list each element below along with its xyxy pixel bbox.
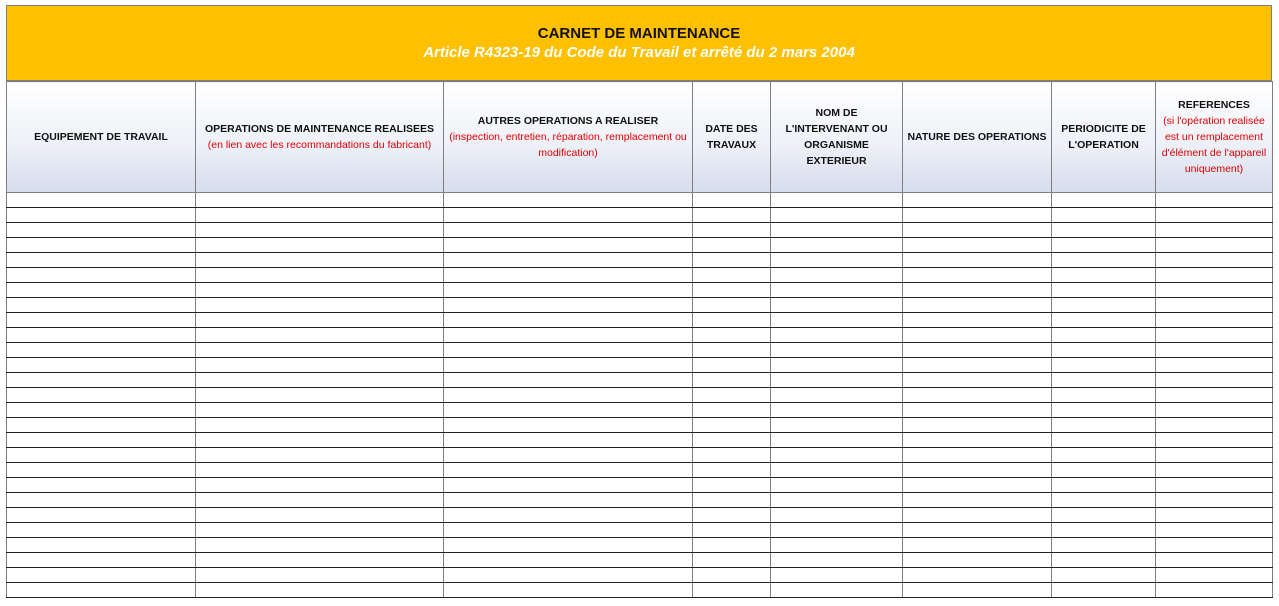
table-cell[interactable]	[196, 343, 444, 358]
table-cell[interactable]	[771, 433, 903, 448]
table-cell[interactable]	[1052, 463, 1156, 478]
table-cell[interactable]	[903, 373, 1052, 388]
table-cell[interactable]	[1156, 193, 1273, 208]
col-header-autres-operations	[444, 82, 693, 193]
table-cell[interactable]	[903, 478, 1052, 493]
table-cell[interactable]	[1052, 388, 1156, 403]
table-cell[interactable]	[444, 328, 693, 343]
table-row	[7, 508, 1273, 523]
table-cell[interactable]	[7, 478, 196, 493]
col-label: EQUIPEMENT DE TRAVAIL	[34, 131, 168, 143]
table-cell[interactable]	[771, 538, 903, 553]
table-row	[7, 553, 1273, 568]
table-cell[interactable]	[903, 298, 1052, 313]
table-cell[interactable]	[1052, 493, 1156, 508]
table-cell[interactable]	[444, 223, 693, 238]
table-cell[interactable]	[1156, 373, 1273, 388]
table-cell[interactable]	[7, 538, 196, 553]
table-cell[interactable]	[444, 253, 693, 268]
table-cell[interactable]	[693, 478, 771, 493]
table-row	[7, 283, 1273, 298]
table-cell[interactable]	[903, 493, 1052, 508]
table-cell[interactable]	[1156, 553, 1273, 568]
table-cell[interactable]	[903, 268, 1052, 283]
col-label: NATURE DES OPERATIONS	[907, 131, 1047, 143]
table-cell[interactable]	[1156, 508, 1273, 523]
table-cell[interactable]	[1052, 358, 1156, 373]
table-cell[interactable]	[444, 373, 693, 388]
table-cell[interactable]	[771, 508, 903, 523]
table-cell[interactable]	[771, 253, 903, 268]
table-cell[interactable]	[7, 388, 196, 403]
table-cell[interactable]	[196, 373, 444, 388]
page-subtitle: Article R4323-19 du Code du Travail et arrêté du 2 mars 2004	[423, 43, 855, 61]
table-cell[interactable]	[196, 433, 444, 448]
table-cell[interactable]	[444, 523, 693, 538]
table-row	[7, 388, 1273, 403]
table-cell[interactable]	[1156, 238, 1273, 253]
table-cell[interactable]	[1052, 313, 1156, 328]
table-cell[interactable]	[7, 418, 196, 433]
table-row	[7, 223, 1273, 238]
table-row	[7, 463, 1273, 478]
table-cell[interactable]	[1156, 268, 1273, 283]
table-row	[7, 193, 1273, 208]
table-cell[interactable]	[771, 583, 903, 598]
table-cell[interactable]	[903, 403, 1052, 418]
table-cell[interactable]	[196, 328, 444, 343]
table-cell[interactable]	[1156, 223, 1273, 238]
table-cell[interactable]	[1052, 208, 1156, 223]
page-title: CARNET DE MAINTENANCE	[537, 24, 741, 42]
table-cell[interactable]	[903, 418, 1052, 433]
table-cell[interactable]	[1156, 328, 1273, 343]
col-header-nature	[903, 82, 1052, 193]
table-cell[interactable]	[693, 238, 771, 253]
table-cell[interactable]	[196, 253, 444, 268]
table-cell[interactable]	[196, 508, 444, 523]
col-label: AUTRES OPERATIONS A REALISER	[477, 115, 659, 127]
table-cell[interactable]	[1052, 343, 1156, 358]
table-row	[7, 568, 1273, 583]
table-cell[interactable]	[196, 388, 444, 403]
table-cell[interactable]	[196, 268, 444, 283]
table-cell[interactable]	[7, 508, 196, 523]
maintenance-sheet	[6, 5, 1272, 598]
col-header-references	[1156, 82, 1273, 193]
table-cell[interactable]	[903, 358, 1052, 373]
table-cell[interactable]	[771, 223, 903, 238]
col-note: (inspection, entretien, réparation, remplacement ou modification)	[449, 131, 687, 159]
table-cell[interactable]	[1156, 313, 1273, 328]
table-cell[interactable]	[1156, 568, 1273, 583]
table-row	[7, 328, 1273, 343]
header-row	[7, 82, 1273, 193]
table-cell[interactable]	[771, 493, 903, 508]
table-cell[interactable]	[693, 508, 771, 523]
table-cell[interactable]	[771, 343, 903, 358]
table-cell[interactable]	[444, 343, 693, 358]
table-cell[interactable]	[1052, 373, 1156, 388]
table-cell[interactable]	[1156, 493, 1273, 508]
maintenance-table	[6, 81, 1273, 598]
table-cell[interactable]	[693, 253, 771, 268]
table-cell[interactable]	[1052, 193, 1156, 208]
table-cell[interactable]	[196, 283, 444, 298]
table-row	[7, 448, 1273, 463]
table-cell[interactable]	[7, 298, 196, 313]
table-cell[interactable]	[444, 463, 693, 478]
table-cell[interactable]	[693, 283, 771, 298]
table-cell[interactable]	[1052, 568, 1156, 583]
table-cell[interactable]	[7, 448, 196, 463]
table-cell[interactable]	[444, 238, 693, 253]
col-note: (si l'opération realisée est un remplacement d'élément de l'appareil uniquement)	[1161, 115, 1267, 175]
table-row	[7, 313, 1273, 328]
table-cell[interactable]	[7, 328, 196, 343]
table-cell[interactable]	[7, 223, 196, 238]
table-cell[interactable]	[1156, 538, 1273, 553]
table-cell[interactable]	[7, 553, 196, 568]
table-cell[interactable]	[1052, 268, 1156, 283]
table-cell[interactable]	[903, 193, 1052, 208]
table-row	[7, 403, 1273, 418]
table-cell[interactable]	[7, 238, 196, 253]
table-row	[7, 253, 1273, 268]
table-cell[interactable]	[444, 358, 693, 373]
table-cell[interactable]	[693, 583, 771, 598]
table-cell[interactable]	[444, 583, 693, 598]
table-cell[interactable]	[903, 388, 1052, 403]
col-label: OPERATIONS DE MAINTENANCE REALISEES	[204, 123, 435, 135]
table-cell[interactable]	[693, 223, 771, 238]
table-cell[interactable]	[903, 583, 1052, 598]
table-cell[interactable]	[1156, 298, 1273, 313]
table-cell[interactable]	[196, 208, 444, 223]
table-cell[interactable]	[1052, 238, 1156, 253]
table-cell[interactable]	[771, 523, 903, 538]
table-cell[interactable]	[1156, 358, 1273, 373]
table-cell[interactable]	[771, 358, 903, 373]
table-cell[interactable]	[693, 358, 771, 373]
table-cell[interactable]	[444, 313, 693, 328]
table-cell[interactable]	[771, 283, 903, 298]
table-cell[interactable]	[444, 388, 693, 403]
table-cell[interactable]	[7, 358, 196, 373]
table-cell[interactable]	[693, 328, 771, 343]
header-banner	[6, 5, 1272, 81]
table-cell[interactable]	[1052, 223, 1156, 238]
table-cell[interactable]	[1052, 478, 1156, 493]
table-cell[interactable]	[693, 523, 771, 538]
table-cell[interactable]	[693, 298, 771, 313]
table-cell[interactable]	[771, 418, 903, 433]
table-cell[interactable]	[1052, 328, 1156, 343]
table-cell[interactable]	[1156, 478, 1273, 493]
table-cell[interactable]	[771, 463, 903, 478]
table-cell[interactable]	[1052, 538, 1156, 553]
col-label: NOM DE L'INTERVENANT OU ORGANISME EXTERIEUR	[785, 107, 888, 167]
table-cell[interactable]	[196, 358, 444, 373]
table-cell[interactable]	[903, 328, 1052, 343]
table-cell[interactable]	[771, 193, 903, 208]
table-cell[interactable]	[771, 568, 903, 583]
table-cell[interactable]	[903, 238, 1052, 253]
table-cell[interactable]	[196, 403, 444, 418]
table-cell[interactable]	[196, 418, 444, 433]
table-cell[interactable]	[1052, 253, 1156, 268]
table-cell[interactable]	[693, 463, 771, 478]
table-cell[interactable]	[196, 448, 444, 463]
table-row	[7, 208, 1273, 223]
table-cell[interactable]	[693, 493, 771, 508]
table-cell[interactable]	[196, 523, 444, 538]
col-header-date	[693, 82, 771, 193]
table-row	[7, 523, 1273, 538]
table-row	[7, 583, 1273, 598]
col-header-periodicite	[1052, 82, 1156, 193]
table-cell[interactable]	[771, 553, 903, 568]
table-cell[interactable]	[693, 448, 771, 463]
col-label: REFERENCES	[1178, 99, 1250, 111]
table-cell[interactable]	[444, 403, 693, 418]
table-row	[7, 358, 1273, 373]
col-label: DATE DES TRAVAUX	[705, 123, 758, 151]
table-cell[interactable]	[1156, 433, 1273, 448]
table-cell[interactable]	[7, 208, 196, 223]
table-cell[interactable]	[771, 448, 903, 463]
table-cell[interactable]	[1052, 433, 1156, 448]
col-header-intervenant	[771, 82, 903, 193]
table-cell[interactable]	[903, 283, 1052, 298]
table-cell[interactable]	[7, 313, 196, 328]
table-cell[interactable]	[1156, 343, 1273, 358]
table-row	[7, 433, 1273, 448]
table-row	[7, 373, 1273, 388]
table-row	[7, 238, 1273, 253]
table-cell[interactable]	[444, 553, 693, 568]
table-cell[interactable]	[693, 403, 771, 418]
table-cell[interactable]	[1156, 418, 1273, 433]
table-cell[interactable]	[196, 313, 444, 328]
table-cell[interactable]	[7, 253, 196, 268]
table-cell[interactable]	[1156, 448, 1273, 463]
table-cell[interactable]	[196, 298, 444, 313]
table-cell[interactable]	[444, 568, 693, 583]
table-cell[interactable]	[693, 433, 771, 448]
table-cell[interactable]	[903, 538, 1052, 553]
table-cell[interactable]	[7, 568, 196, 583]
table-cell[interactable]	[444, 298, 693, 313]
table-cell[interactable]	[7, 403, 196, 418]
table-cell[interactable]	[1156, 463, 1273, 478]
table-cell[interactable]	[444, 418, 693, 433]
table-cell[interactable]	[903, 208, 1052, 223]
col-label: PERIODICITE DE L'OPERATION	[1061, 123, 1146, 151]
col-header-operations-realisees	[196, 82, 444, 193]
table-cell[interactable]	[7, 268, 196, 283]
table-cell[interactable]	[1052, 553, 1156, 568]
table-cell[interactable]	[444, 433, 693, 448]
table-row	[7, 268, 1273, 283]
table-cell[interactable]	[771, 208, 903, 223]
table-cell[interactable]	[771, 478, 903, 493]
table-cell[interactable]	[1052, 523, 1156, 538]
table-cell[interactable]	[1156, 283, 1273, 298]
table-cell[interactable]	[693, 268, 771, 283]
table-cell[interactable]	[196, 463, 444, 478]
table-row	[7, 343, 1273, 358]
table-cell[interactable]	[693, 388, 771, 403]
table-cell[interactable]	[7, 343, 196, 358]
table-cell[interactable]	[196, 223, 444, 238]
table-cell[interactable]	[1156, 583, 1273, 598]
table-cell[interactable]	[196, 478, 444, 493]
table-cell[interactable]	[771, 403, 903, 418]
table-cell[interactable]	[1052, 403, 1156, 418]
table-cell[interactable]	[444, 478, 693, 493]
table-cell[interactable]	[7, 373, 196, 388]
table-body	[7, 193, 1273, 598]
table-cell[interactable]	[196, 568, 444, 583]
table-cell[interactable]	[771, 328, 903, 343]
table-cell[interactable]	[771, 298, 903, 313]
table-cell[interactable]	[693, 538, 771, 553]
table-cell[interactable]	[1052, 418, 1156, 433]
table-cell[interactable]	[196, 193, 444, 208]
table-cell[interactable]	[903, 253, 1052, 268]
col-header-equipement	[7, 82, 196, 193]
table-cell[interactable]	[693, 553, 771, 568]
table-cell[interactable]	[1052, 508, 1156, 523]
table-cell[interactable]	[1052, 298, 1156, 313]
table-cell[interactable]	[903, 433, 1052, 448]
table-row	[7, 478, 1273, 493]
table-cell[interactable]	[1156, 523, 1273, 538]
table-cell[interactable]	[771, 373, 903, 388]
table-cell[interactable]	[444, 538, 693, 553]
table-cell[interactable]	[7, 493, 196, 508]
table-cell[interactable]	[7, 433, 196, 448]
table-cell[interactable]	[7, 283, 196, 298]
table-cell[interactable]	[444, 493, 693, 508]
table-cell[interactable]	[903, 223, 1052, 238]
table-cell[interactable]	[903, 523, 1052, 538]
table-cell[interactable]	[444, 283, 693, 298]
table-row	[7, 493, 1273, 508]
table-cell[interactable]	[693, 193, 771, 208]
table-cell[interactable]	[7, 463, 196, 478]
table-cell[interactable]	[7, 583, 196, 598]
table-cell[interactable]	[196, 553, 444, 568]
table-cell[interactable]	[771, 313, 903, 328]
table-cell[interactable]	[1156, 403, 1273, 418]
table-cell[interactable]	[1052, 448, 1156, 463]
table-cell[interactable]	[693, 208, 771, 223]
table-cell[interactable]	[444, 193, 693, 208]
table-cell[interactable]	[693, 343, 771, 358]
table-row	[7, 418, 1273, 433]
table-row	[7, 298, 1273, 313]
table-cell[interactable]	[1156, 208, 1273, 223]
table-cell[interactable]	[1052, 283, 1156, 298]
table-cell[interactable]	[903, 553, 1052, 568]
table-cell[interactable]	[1156, 388, 1273, 403]
table-cell[interactable]	[771, 388, 903, 403]
table-cell[interactable]	[903, 463, 1052, 478]
table-cell[interactable]	[903, 508, 1052, 523]
table-cell[interactable]	[444, 268, 693, 283]
table-cell[interactable]	[693, 568, 771, 583]
table-cell[interactable]	[196, 238, 444, 253]
col-note: (en lien avec les recommandations du fabricant)	[207, 139, 432, 151]
table-cell[interactable]	[903, 448, 1052, 463]
table-cell[interactable]	[7, 193, 196, 208]
table-cell[interactable]	[903, 568, 1052, 583]
table-cell[interactable]	[693, 373, 771, 388]
table-cell[interactable]	[771, 268, 903, 283]
table-row	[7, 538, 1273, 553]
table-cell[interactable]	[903, 343, 1052, 358]
table-cell[interactable]	[444, 508, 693, 523]
table-cell[interactable]	[1156, 253, 1273, 268]
table-cell[interactable]	[771, 238, 903, 253]
table-cell[interactable]	[196, 583, 444, 598]
table-cell[interactable]	[196, 538, 444, 553]
table-cell[interactable]	[1052, 583, 1156, 598]
table-cell[interactable]	[693, 313, 771, 328]
table-cell[interactable]	[444, 208, 693, 223]
table-cell[interactable]	[196, 493, 444, 508]
table-cell[interactable]	[7, 523, 196, 538]
table-cell[interactable]	[693, 418, 771, 433]
table-cell[interactable]	[444, 448, 693, 463]
table-cell[interactable]	[903, 313, 1052, 328]
